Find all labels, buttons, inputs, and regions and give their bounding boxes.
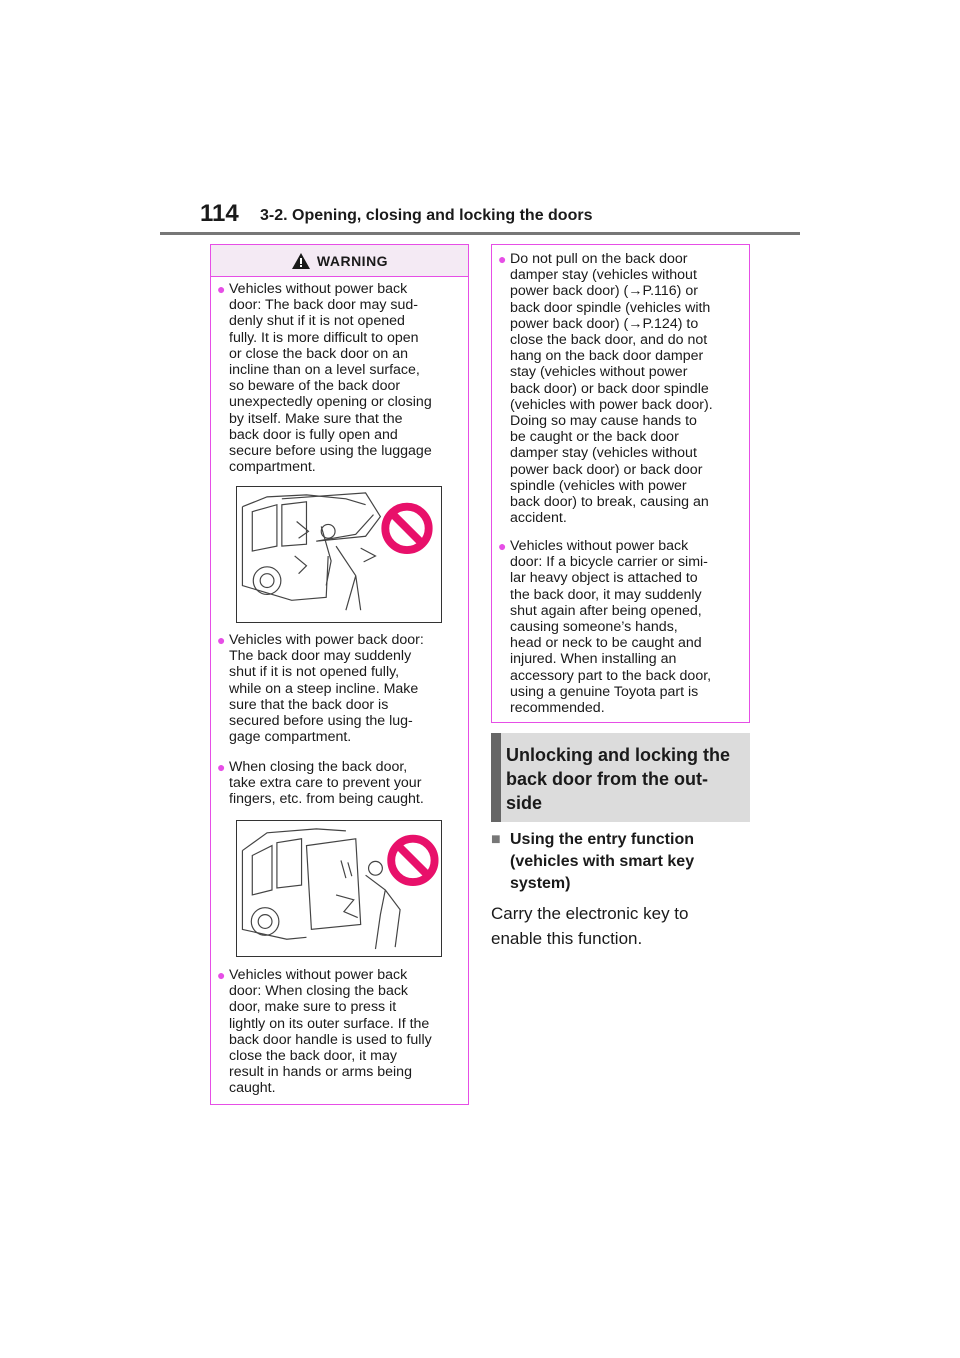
subheading [491,829,750,895]
bullet-icon: ● [498,251,507,267]
bullet-icon: ● [217,281,226,297]
section-title: 3-2. Opening, closing and locking the doors [260,207,593,224]
warning-item-text: When closing the back door, take extra care to prevent your fingers, etc. from being caught. [229,759,424,808]
warning-item-text: Vehicles with power back door: The back door may suddenly shut if it is not opened fully, while on a steep incline. Make sure that the back door is secured before using the lug- gage compartment. [229,632,424,746]
warning-item [217,967,463,1097]
bullet-icon: ● [217,967,226,983]
illustration-back-door-falling [236,486,442,623]
warning-triangle-icon [291,252,311,270]
warning-item [217,281,463,475]
page-number: 114 [200,200,239,227]
bullet-icon: ● [217,759,226,775]
warning-item-text: Do not pull on the back door damper stay (vehicles without power back door) (→P.116) or back door spindle (vehicles with power back door) (→P.124) to close the back door, and do not hang on the back door damper stay (vehicles without power back door) or back door spindle (vehicles with power back door). Doing so may cause hands to be caught or the back door damper stay (vehicles without power back door) or back door spindle (vehicles with power back door) to break, causing an accident. [510,251,713,527]
warning-item [217,759,463,808]
prohibited-icon [391,839,434,882]
warning-item-text: Vehicles without power back door: If a bicycle carrier or simi- lar heavy object is attached to the back door, it may suddenly shut again after being opened, causing someone’s hands, head or neck to be caught and injured. When installing an accessory part to the back door, using a genuine Toyota part is recommended. [510,538,712,717]
section-heading [491,733,750,822]
warning-box-left [210,244,469,1105]
back-door-hazard-illustration [237,487,441,622]
subheading-text: Using the entry function (vehicles with smart key system) [510,831,695,892]
bullet-icon: ● [498,538,507,554]
section-heading-text: Unlocking and locking the back door from the out- side [506,745,731,813]
warning-item [217,632,463,745]
body-paragraph: Carry the electronic key to enable this function. [491,904,689,948]
prohibited-icon [385,507,428,550]
finger-caught-illustration [237,821,441,956]
warning-item-text: Vehicles without power back door: When closing the back door, make sure to press it lightly on its outer surface. If the back door handle is used to fully close the back door, it may result in hands or arms being caught. [229,967,432,1097]
warning-title: WARNING [316,252,389,269]
bullet-icon: ● [217,632,226,648]
warning-item [498,251,744,526]
illustration-finger-caught [236,820,442,957]
header-divider [160,232,800,235]
warning-item-text: Vehicles without power back door: The back door may sud- denly shut if it is not opened fully. It is more difficult to open or close the back door on an incline than on a level surface, so beware of the back door unexpectedly opening or closing by itself. Make sure that the back door is fully open and secure before using the luggage compartment. [229,281,432,476]
square-bullet-icon: ■ [491,831,501,848]
warning-header [211,245,468,277]
warning-box-right [491,244,750,723]
warning-item [498,538,744,716]
